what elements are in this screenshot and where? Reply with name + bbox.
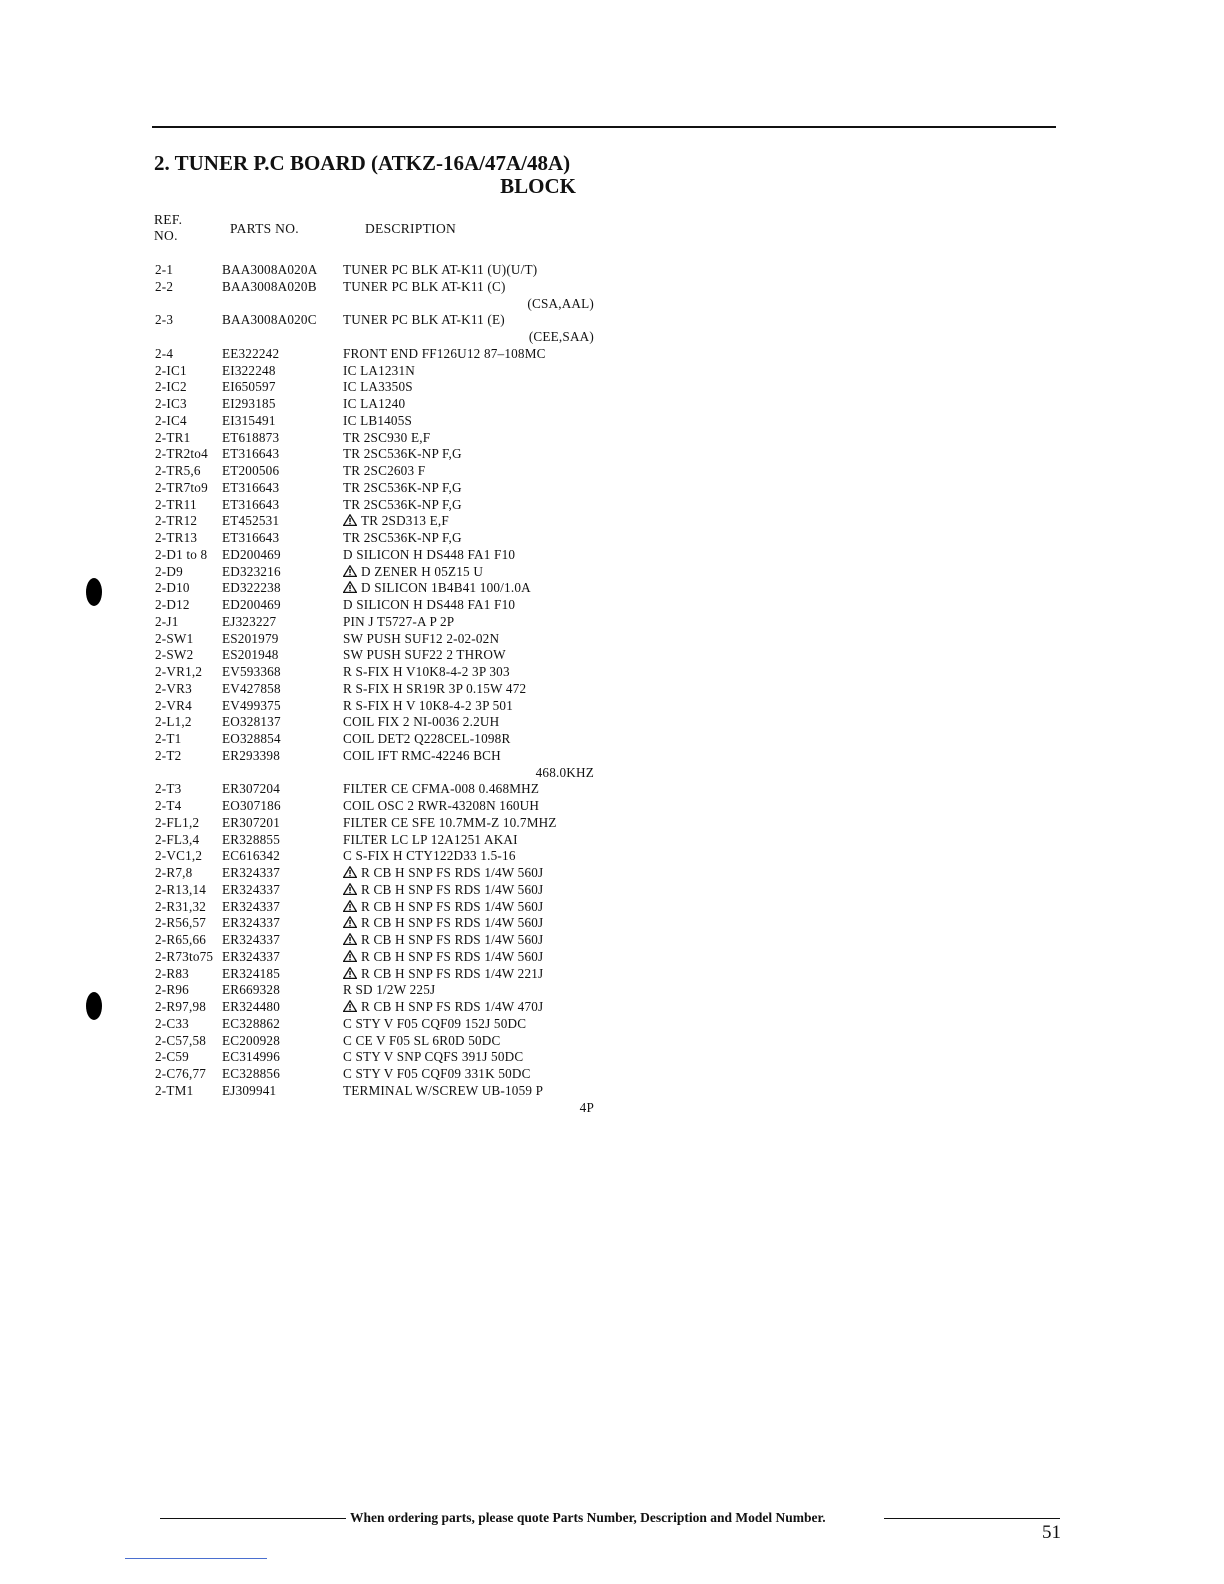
part-row [155, 681, 595, 698]
ref-number: 2-FL1,2 [155, 814, 200, 830]
warning-triangle-icon [343, 565, 357, 577]
part-row [155, 932, 595, 949]
description-cell [343, 530, 595, 547]
description-cell [343, 915, 595, 932]
warning-triangle-icon [343, 1000, 357, 1012]
description: FILTER CE SFE 10.7MM-Z 10.7MHZ [343, 814, 557, 830]
part-row [155, 647, 595, 664]
parts-number: ES201948 [222, 647, 279, 663]
ref-number: 2-C33 [155, 1015, 189, 1031]
description-cell [343, 949, 595, 966]
description-cell [343, 296, 595, 313]
section-title [154, 152, 576, 198]
description: C S-FIX H CTY122D33 1.5-16 [343, 848, 516, 864]
ref-number: 2-R31,32 [155, 898, 207, 914]
part-row [155, 597, 595, 614]
parts-number: ER293398 [222, 747, 281, 763]
ref-number: 2-1 [155, 262, 174, 277]
part-row [155, 312, 595, 329]
description: COIL FIX 2 NI-0036 2.2UH [343, 714, 500, 730]
parts-number: EJ323227 [222, 613, 277, 629]
ref-number: 2-TR11 [155, 496, 197, 512]
part-row [155, 463, 595, 480]
description: TR 2SC536K-NP F,G [343, 479, 462, 495]
parts-number: ED323216 [222, 563, 281, 579]
part-row [155, 631, 595, 648]
ref-number: 2-R97,98 [155, 999, 207, 1014]
part-row [155, 698, 595, 715]
ref-header-line1: REF. [154, 212, 183, 227]
warning-triangle-icon [343, 900, 357, 912]
ref-number [155, 329, 222, 346]
parts-number: ES201979 [222, 630, 279, 646]
description-cell [343, 781, 595, 798]
parts-number [222, 765, 343, 782]
parts-number: EC328862 [222, 1015, 281, 1031]
ref-number: 2-VR3 [155, 680, 192, 696]
description-cell [343, 882, 595, 899]
description: TR 2SD313 E,F [361, 513, 449, 529]
part-row [155, 748, 595, 765]
description: TUNER PC BLK AT-K11 (C) [343, 278, 506, 294]
ref-number: 2-R73to75 [155, 948, 214, 964]
description-cell [343, 832, 595, 849]
part-row [155, 1049, 595, 1066]
continuation-row [155, 296, 595, 313]
parts-number: EI293185 [222, 396, 276, 411]
ref-number: 2-T1 [155, 731, 182, 746]
description: D ZENER H 05Z15 U [361, 563, 484, 579]
parts-number: ER324337 [222, 915, 281, 931]
part-row [155, 363, 595, 380]
warning-triangle-icon [343, 883, 357, 895]
parts-number: EV499375 [222, 697, 281, 713]
warning-triangle-icon [343, 967, 357, 979]
description: C CE V F05 SL 6R0D 50DC [343, 1032, 501, 1048]
ref-number [155, 296, 222, 313]
parts-number: ET452531 [222, 513, 280, 529]
description-cell [343, 1049, 595, 1066]
description: FRONT END FF126U12 87–108MC [343, 345, 546, 361]
description-cell [343, 463, 595, 480]
ref-number: 2-R7,8 [155, 865, 193, 880]
description: R CB H SNP FS RDS 1/4W 560J [361, 881, 544, 897]
ref-number: 2-TM1 [155, 1082, 194, 1098]
parts-number: EI322248 [222, 362, 276, 378]
part-row [155, 379, 595, 396]
ref-number: 2-SW2 [155, 647, 194, 663]
description: COIL OSC 2 RWR-43208N 160UH [343, 798, 540, 813]
parts-number: ET618873 [222, 429, 280, 445]
part-row [155, 1033, 595, 1050]
description: R CB H SNP FS RDS 1/4W 560J [361, 932, 544, 947]
description: IC LA1240 [343, 396, 406, 411]
description-cell [343, 664, 595, 681]
description: FILTER CE CFMA-008 0.468MHZ [343, 781, 540, 797]
description-cell [343, 1016, 595, 1033]
description-cell [343, 731, 595, 748]
part-row [155, 966, 595, 983]
description: (CEE,SAA) [528, 329, 594, 344]
description-cell [343, 329, 595, 346]
description: IC LB1405S [343, 412, 413, 428]
description: R S-FIX H SR19R 3P 0.15W 472 [343, 680, 527, 696]
ref-number: 2-D12 [155, 597, 190, 612]
ref-number: 2-T3 [155, 781, 182, 797]
ref-number: 2-TR7to9 [155, 479, 208, 495]
parts-number: ED200469 [222, 546, 281, 562]
description-cell [343, 681, 595, 698]
description: 4P [579, 1099, 594, 1115]
description-cell [343, 631, 595, 648]
description: TR 2SC536K-NP F,G [343, 530, 462, 545]
warning-triangle-icon [343, 514, 357, 526]
ref-number [155, 765, 222, 782]
parts-number: ER324337 [222, 865, 281, 880]
part-row [155, 547, 595, 564]
ref-number: 2-T4 [155, 798, 182, 813]
ref-number: 2-R83 [155, 965, 189, 981]
description: R CB H SNP FS RDS 1/4W 560J [361, 898, 544, 914]
description-cell [343, 1033, 595, 1050]
ref-number: 2-3 [155, 312, 174, 328]
continuation-row [155, 329, 595, 346]
ref-number: 2-TR12 [155, 513, 198, 529]
parts-number: ER328855 [222, 831, 281, 847]
ref-number: 2-TR5,6 [155, 463, 201, 478]
warning-triangle-icon [343, 916, 357, 928]
ref-number: 2-R56,57 [155, 915, 207, 931]
description: TR 2SC2603 F [343, 463, 426, 478]
binder-hole [86, 578, 102, 606]
ref-number: 2-D1 to 8 [155, 546, 208, 562]
description: FILTER LC LP 12A1251 AKAI [343, 831, 518, 847]
parts-number: EO328137 [222, 714, 281, 730]
part-row [155, 949, 595, 966]
parts-number: ER324337 [222, 932, 281, 947]
description: SW PUSH SUF12 2-02-02N [343, 630, 500, 646]
description-cell [343, 614, 595, 631]
part-row [155, 413, 595, 430]
parts-number [222, 296, 343, 313]
description: D SILICON 1B4B41 100/1.0A [361, 580, 531, 596]
ref-number: 2-VR4 [155, 697, 192, 713]
description: R SD 1/2W 225J [343, 982, 436, 998]
parts-number: EJ309941 [222, 1082, 277, 1098]
ref-number: 2-R96 [155, 982, 189, 998]
parts-number: ED200469 [222, 597, 281, 612]
page-number: 51 [1042, 1522, 1061, 1543]
description: R CB H SNP FS RDS 1/4W 560J [361, 948, 544, 964]
description-cell [343, 714, 595, 731]
parts-number: EO307186 [222, 798, 281, 813]
ref-number [155, 1100, 222, 1117]
part-row [155, 1066, 595, 1083]
description: TR 2SC930 E,F [343, 429, 431, 445]
ref-number: 2-D10 [155, 580, 190, 596]
parts-number: ER307204 [222, 781, 281, 797]
parts-number [222, 1100, 343, 1117]
description: IC LA3350S [343, 379, 413, 395]
part-row [155, 497, 595, 514]
ref-number: 2-IC4 [155, 412, 187, 428]
description-cell [343, 798, 595, 815]
footer-rule-right [884, 1518, 1060, 1519]
part-row [155, 865, 595, 882]
ref-number: 2-VC1,2 [155, 848, 203, 864]
part-row [155, 580, 595, 597]
description: TR 2SC536K-NP F,G [343, 446, 462, 462]
description: 468.0KHZ [535, 764, 594, 780]
binder-hole [86, 992, 102, 1020]
parts-number: ER669328 [222, 982, 281, 998]
column-header-description: DESCRIPTION [365, 221, 457, 236]
description-cell [343, 848, 595, 865]
ref-number: 2-4 [155, 345, 174, 361]
description-cell [343, 865, 595, 882]
description: R CB H SNP FS RDS 1/4W 221J [361, 965, 544, 981]
description: TERMINAL W/SCREW UB-1059 P [343, 1082, 544, 1098]
parts-number: ER324337 [222, 948, 281, 964]
ref-number: 2-L1,2 [155, 714, 192, 730]
description-cell [343, 497, 595, 514]
parts-number: ER324337 [222, 898, 281, 914]
title-line1: 2. TUNER P.C BOARD (ATKZ-16A/47A/48A) [154, 151, 571, 175]
description: R CB H SNP FS RDS 1/4W 470J [361, 999, 544, 1014]
parts-number: EC616342 [222, 848, 281, 864]
parts-number: ER324185 [222, 965, 281, 981]
parts-number: EI650597 [222, 379, 276, 395]
warning-triangle-icon [343, 933, 357, 945]
description-cell [343, 647, 595, 664]
description-cell [343, 748, 595, 765]
parts-number: EO328854 [222, 731, 281, 746]
description: TUNER PC BLK AT-K11 (E) [343, 312, 505, 328]
title-line2: BLOCK [500, 174, 576, 198]
ref-number: 2-TR2to4 [155, 446, 208, 462]
description-cell [343, 446, 595, 463]
description-cell [343, 279, 595, 296]
description: SW PUSH SUF22 2 THROW [343, 647, 506, 663]
part-row [155, 1016, 595, 1033]
description-cell [343, 1066, 595, 1083]
ref-number: 2-2 [155, 278, 174, 294]
ref-number: 2-IC2 [155, 379, 187, 395]
continuation-row [155, 1100, 595, 1117]
part-row [155, 564, 595, 581]
description: R CB H SNP FS RDS 1/4W 560J [361, 915, 544, 931]
part-row [155, 798, 595, 815]
description-cell [343, 480, 595, 497]
description-cell [343, 513, 595, 530]
ref-number: 2-T2 [155, 747, 182, 763]
description: COIL DET2 Q228CEL-1098R [343, 731, 511, 746]
parts-number: EV593368 [222, 664, 281, 679]
parts-number: EE322242 [222, 345, 280, 361]
parts-list [155, 262, 595, 1116]
parts-number: ET316643 [222, 530, 280, 545]
column-header-parts: PARTS NO. [230, 221, 299, 236]
description-cell [343, 396, 595, 413]
ref-number: 2-R13,14 [155, 881, 207, 897]
part-row [155, 1083, 595, 1100]
part-row [155, 530, 595, 547]
part-row [155, 781, 595, 798]
warning-triangle-icon [343, 950, 357, 962]
description-cell [343, 363, 595, 380]
parts-number: EI315491 [222, 412, 276, 428]
parts-number: EC328856 [222, 1066, 281, 1081]
description: D SILICON H DS448 FA1 F10 [343, 597, 516, 612]
part-row [155, 513, 595, 530]
description: C STY V F05 CQF09 152J 50DC [343, 1015, 527, 1031]
description-cell [343, 580, 595, 597]
part-row [155, 731, 595, 748]
description: R S-FIX H V 10K8-4-2 3P 501 [343, 697, 514, 713]
description: IC LA1231N [343, 362, 415, 378]
ref-number: 2-C59 [155, 1049, 189, 1065]
part-row [155, 882, 595, 899]
ref-number: 2-FL3,4 [155, 831, 200, 847]
parts-number: ER324337 [222, 881, 281, 897]
description-cell [343, 982, 595, 999]
ref-number: 2-SW1 [155, 630, 194, 646]
part-row [155, 279, 595, 296]
parts-number [222, 329, 343, 346]
continuation-row [155, 765, 595, 782]
part-row [155, 664, 595, 681]
parts-number: ET316643 [222, 446, 280, 462]
part-row [155, 899, 595, 916]
parts-number: ET316643 [222, 479, 280, 495]
part-row [155, 480, 595, 497]
part-row [155, 714, 595, 731]
description-cell [343, 966, 595, 983]
description-cell [343, 413, 595, 430]
description-cell [343, 346, 595, 363]
parts-number: EC200928 [222, 1032, 281, 1048]
description: TR 2SC536K-NP F,G [343, 496, 462, 512]
description-cell [343, 765, 595, 782]
parts-number: ED322238 [222, 580, 281, 596]
description: COIL IFT RMC-42246 BCH [343, 747, 501, 763]
description-cell [343, 698, 595, 715]
ref-number: 2-TR1 [155, 429, 191, 445]
link-underline [125, 1558, 267, 1559]
ref-number: 2-D9 [155, 563, 183, 579]
description: R CB H SNP FS RDS 1/4W 560J [361, 865, 544, 880]
ref-number: 2-IC3 [155, 396, 187, 411]
description: (CSA,AAL) [527, 295, 594, 311]
part-row [155, 346, 595, 363]
warning-triangle-icon [343, 866, 357, 878]
description-cell [343, 1083, 595, 1100]
description: C STY V SNP CQFS 391J 50DC [343, 1049, 524, 1065]
part-row [155, 982, 595, 999]
parts-number: ET316643 [222, 496, 280, 512]
ref-header-line2: NO. [154, 228, 178, 243]
part-row [155, 396, 595, 413]
description: TUNER PC BLK AT-K11 (U)(U/T) [343, 262, 538, 277]
ref-number: 2-VR1,2 [155, 664, 203, 679]
part-row [155, 915, 595, 932]
part-row [155, 848, 595, 865]
ref-number: 2-TR13 [155, 530, 198, 545]
part-row [155, 999, 595, 1016]
top-rule [152, 126, 1056, 128]
part-row [155, 815, 595, 832]
ref-number: 2-J1 [155, 613, 179, 629]
footer-note: When ordering parts, please quote Parts Number, Description and Model Number. [350, 1510, 826, 1525]
parts-number: ER324480 [222, 999, 281, 1014]
description-cell [343, 547, 595, 564]
parts-number: ET200506 [222, 463, 280, 478]
ref-number: 2-IC1 [155, 362, 187, 378]
description: R S-FIX H V10K8-4-2 3P 303 [343, 664, 510, 679]
description: PIN J T5727-A P 2P [343, 613, 455, 629]
description-cell [343, 379, 595, 396]
description-cell [343, 932, 595, 949]
footer-rule-left [160, 1518, 346, 1519]
part-row [155, 832, 595, 849]
part-row [155, 430, 595, 447]
warning-triangle-icon [343, 581, 357, 593]
part-row [155, 262, 595, 279]
description-cell [343, 899, 595, 916]
description-cell [343, 262, 595, 279]
description-cell [343, 564, 595, 581]
part-row [155, 614, 595, 631]
description-cell [343, 1100, 595, 1117]
description-cell [343, 312, 595, 329]
description: D SILICON H DS448 FA1 F10 [343, 546, 516, 562]
description-cell [343, 815, 595, 832]
column-header-ref [154, 212, 182, 244]
parts-number: EC314996 [222, 1049, 281, 1065]
description-cell [343, 430, 595, 447]
ref-number: 2-C76,77 [155, 1066, 207, 1081]
ref-number: 2-R65,66 [155, 932, 207, 947]
parts-number: BAA3008A020C [222, 312, 317, 328]
parts-number: ER307201 [222, 814, 281, 830]
parts-number: EV427858 [222, 680, 281, 696]
parts-number: BAA3008A020A [222, 262, 318, 277]
parts-number: BAA3008A020B [222, 278, 317, 294]
ref-number: 2-C57,58 [155, 1032, 207, 1048]
description-cell [343, 999, 595, 1016]
part-row [155, 446, 595, 463]
description: C STY V F05 CQF09 331K 50DC [343, 1066, 531, 1081]
description-cell [343, 597, 595, 614]
